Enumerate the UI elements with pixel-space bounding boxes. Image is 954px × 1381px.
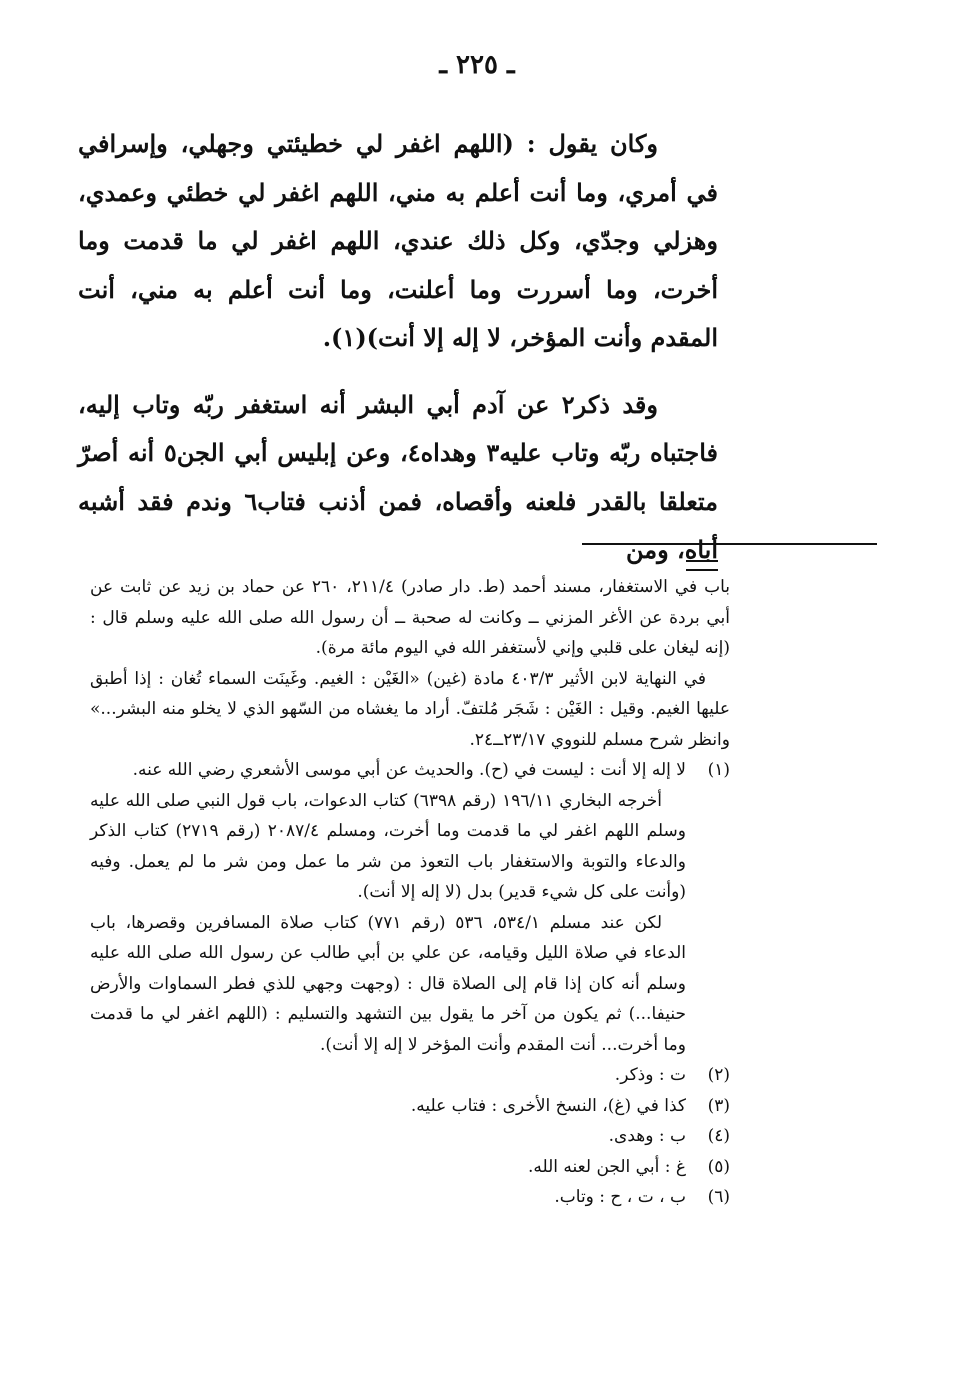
footnote-continuation: في النهاية لابن الأثير ٤٠٣/٣ مادة (غين) «الغَيْن : الغيم. وغَينَت السماء تُغان : إذا أطبق عليها الغيم. وقيل : الغَيْن : شَجَر مُلتفّ. أراد ما يغشاه من السّهو الذي لا يخلو منه البشر...» وانظر شرح مسلم للنووي ٢٣/١٧ــ٢٤.	[90, 668, 730, 750]
footnote-text: أخرجه البخاري ١٩٦/١١ (رقم ٦٣٩٨) كتاب الدعوات، باب قول النبي صلى الله عليه وسلم اللهم اغفر لي ما قدمت وما أخرت، ومسلم ٢٠٨٧/٤ (رقم ٢٧١٩) كتاب الذكر والدعاء والتوبة والاستغفار باب التعوذ من شر ما عمل ومن شر ما لم يعمل. وفيه (وأنت على كل شيء قدير) بدل (لا إله إلا أنت).	[90, 790, 686, 902]
page-number: ـ ٢٢٥ ـ	[439, 50, 515, 80]
footnote-body	[90, 755, 686, 1060]
footnotes	[90, 572, 730, 1213]
footnote-text: غ : أبي الجن لعنه الله.	[527, 1156, 686, 1177]
footnote-number: (١)	[707, 760, 730, 780]
footnote-4	[90, 1121, 730, 1152]
footnote-number: (٦)	[707, 1187, 730, 1207]
footnote-2	[90, 1060, 730, 1091]
footnote-number: (٣)	[707, 1095, 730, 1116]
footnote-1	[90, 755, 730, 1060]
footnote-6	[90, 1182, 730, 1213]
footnote-divider	[582, 543, 877, 545]
main-paragraph: وقد ذكر٢ عن آدم أبي البشر أنه استغفر ربّه وتاب إليه، فاجتباه ربّه وتاب عليه٣ وهداه٤، وعن إبليس أبي الجن٥ أنه أصرّ متعلقا بالقدر فلعنه وأقصاه، فمن أذنب فتاب٦ وندم فقد أشبه أباه، ومن	[78, 389, 718, 564]
footnote-number: (٢)	[707, 1065, 730, 1085]
footnote-text: لكن عند مسلم ٥٣٤/١، ٥٣٦ (رقم ٧٧١) كتاب صلاة المسافرين وقصرها، باب الدعاء في صلاة الليل وقيامه، عن علي بن أبي طالب عن رسول الله صلى الله عليه وسلم أنه كان إذا قام إلى الصلاة قال : (وجهت وجهي للذي فطر السماوات والأرض حنيفا...) ثم يكون من آخر ما يقول بين التشهد والتسليم : (اللهم اغفر لي ما قدمت وما أخرت... أنت المقدم وأنت المؤخر لا إله إلا أنت).	[90, 912, 686, 1055]
footnote-text: لا إله إلا أنت : ليست في (ح). والحديث عن أبي موسى الأشعري رضي الله عنه.	[132, 760, 686, 780]
main-paragraph: وكان يقول : (اللهم اغفر لي خطيئتي وجهلي، وإسرافي في أمري، وما أنت أعلم به مني، اللهم اغفر لي خطئي وعمدي، وهزلي وجدّي، وكل ذلك عندي، اللهم اغفر لي ما قدمت وما أخرت، وما أسررت وما أعلنت، وما أنت أعلم به مني، أنت المقدم وأنت المؤخر، لا إله إلا أنت)(١).	[78, 129, 718, 352]
footnote-text: ب ، ت ، ح : وتاب.	[554, 1187, 686, 1207]
footnote-text: ت : وذكر.	[614, 1065, 686, 1085]
footnote-continuation: باب في الاستغفار، مسند أحمد (ط. دار صادر) ٢١١/٤، ٢٦٠ عن حماد بن زيد عن ثابت عن أبي بردة عن الأغر المزني ــ وكانت له صحبة ــ أن رسول الله صلى الله عليه وسلم قال : (إنه ليغان على قلبي وإني لأستغفر الله في اليوم مائة مرة).	[90, 577, 730, 658]
footnote-number: (٥)	[707, 1156, 730, 1177]
footnote-number: (٤)	[707, 1126, 730, 1146]
footnote-text: ب : وهدى.	[608, 1126, 686, 1146]
footnote-5	[90, 1152, 730, 1183]
footnote-text: كذا في (غ)، النسخ الأخرى : فتاب عليه.	[410, 1095, 686, 1116]
footnote-3	[90, 1091, 730, 1122]
footnote-double-rule	[686, 560, 718, 571]
main-text	[78, 120, 718, 575]
